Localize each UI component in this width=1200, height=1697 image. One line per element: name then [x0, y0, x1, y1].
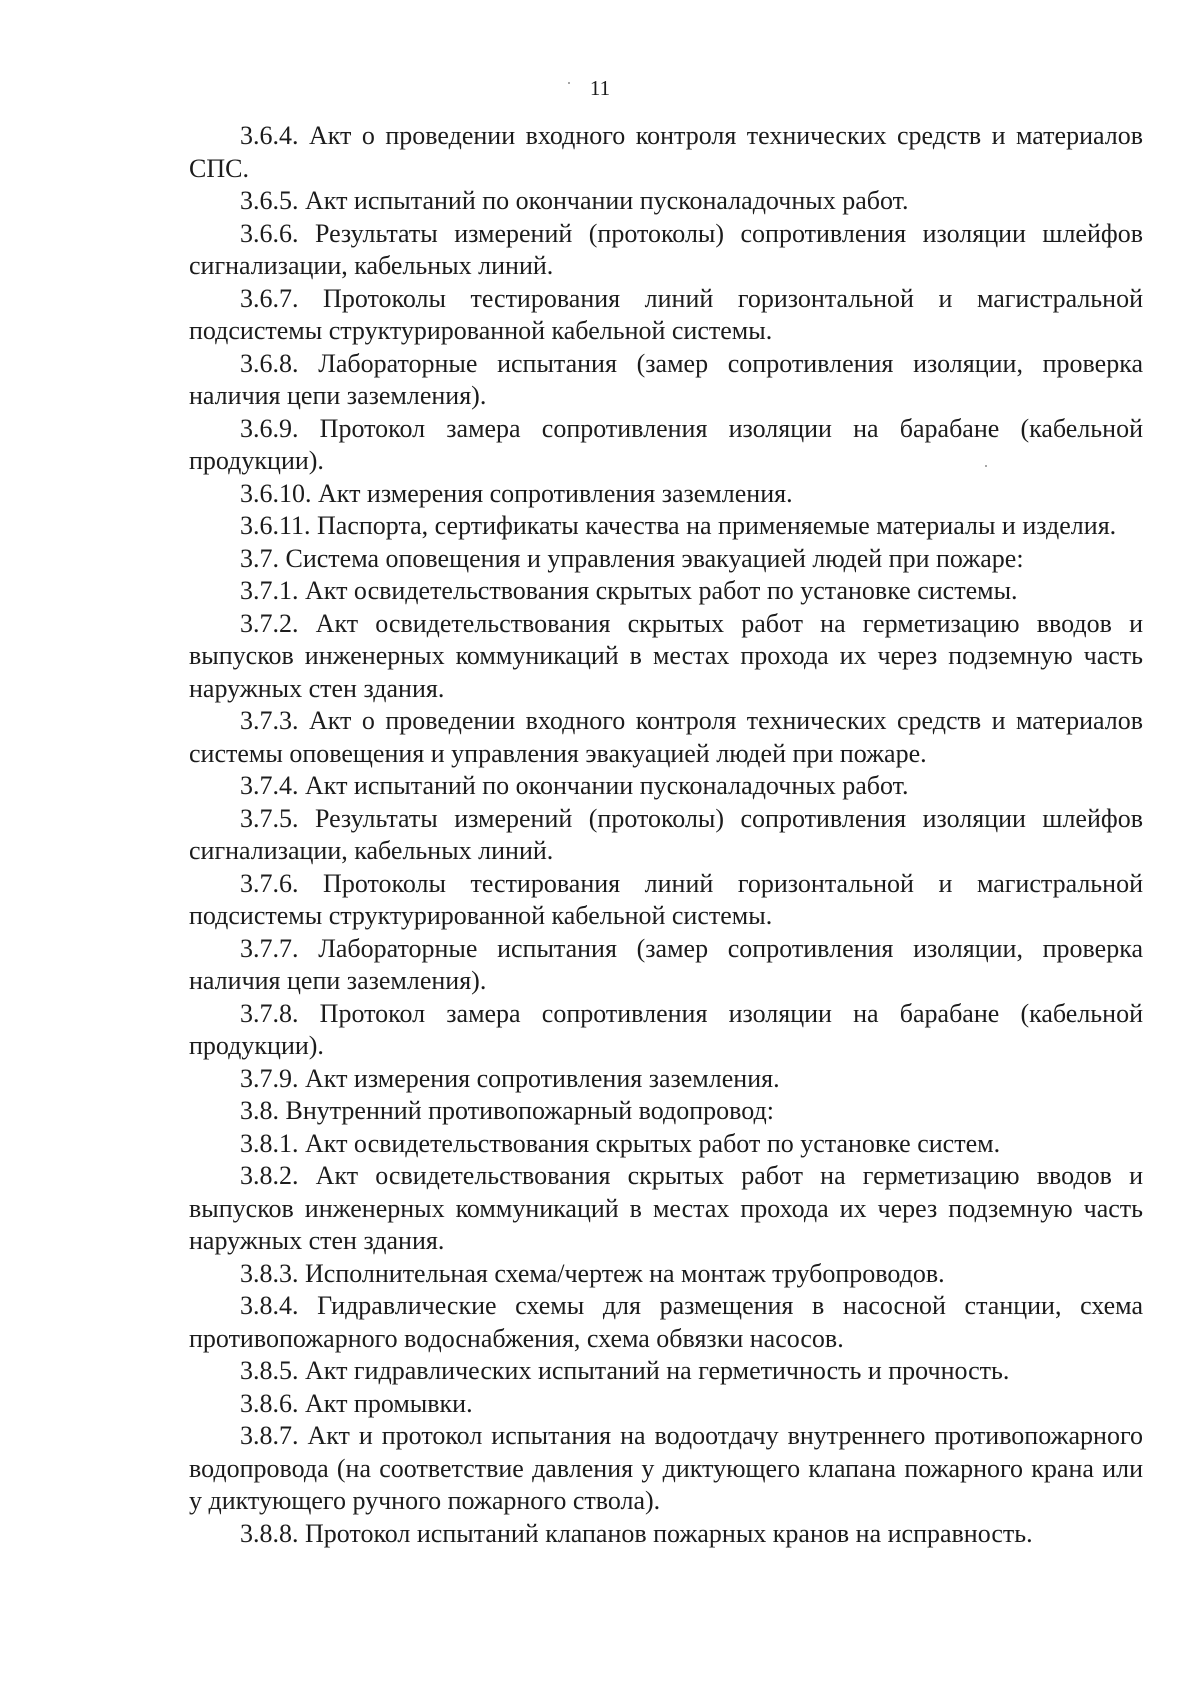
section-heading: 3.7. Система оповещения и управления эвакуацией людей при пожаре:	[240, 543, 1024, 573]
paragraph: 3.6.8. Лабораторные испытания (замер сопротивления изоляции, проверка наличия цепи заземления).	[189, 348, 1143, 410]
paragraph: 3.8.6. Акт промывки.	[240, 1388, 473, 1418]
paragraph: 3.8.5. Акт гидравлических испытаний на герметичность и прочность.	[240, 1356, 1010, 1385]
paragraph: 3.8.3. Исполнительная схема/чертеж на монтаж трубопроводов.	[240, 1258, 945, 1288]
paragraph: 3.7.5. Результаты измерений (протоколы) сопротивления изоляции шлейфов сигнализации, кабельных линий.	[189, 803, 1143, 865]
paragraph: 3.8.8. Протокол испытаний клапанов пожарных кранов на исправность.	[240, 1518, 1033, 1548]
paragraph: 3.6.5. Акт испытаний по окончании пусконаладочных работ.	[240, 186, 909, 215]
paragraph: 3.6.7. Протоколы тестирования линий горизонтальной и магистральной подсистемы структурированной кабельной системы.	[189, 283, 1143, 345]
paragraph: 3.7.3. Акт о проведении входного контроля технических средств и материалов системы оповещения и управления эвакуацией людей при пожаре.	[189, 706, 1143, 768]
page-number: 11	[589, 76, 611, 100]
paragraph: 3.8.4. Гидравлические схемы для размещения в насосной станции, схема противопожарного водоснабжения, схема обвязки насосов.	[189, 1291, 1143, 1353]
document-body	[189, 120, 1143, 1550]
scan-speck	[568, 82, 570, 84]
paragraph: 3.7.1. Акт освидетельствования скрытых работ по установке системы.	[240, 576, 1018, 605]
paragraph: 3.8.1. Акт освидетельствования скрытых работ по установке систем.	[240, 1128, 1001, 1158]
paragraph: 3.6.4. Акт о проведении входного контроля технических средств и материалов СПС.	[189, 121, 1143, 183]
paragraph: 3.7.9. Акт измерения сопротивления заземления.	[240, 1063, 780, 1093]
paragraph: 3.6.11. Паспорта, сертификаты качества на применяемые материалы и изделия.	[240, 511, 1117, 540]
section-heading: 3.8. Внутренний противопожарный водопровод:	[240, 1096, 774, 1125]
paragraph: 3.7.2. Акт освидетельствования скрытых работ на герметизацию вводов и выпусков инженерных коммуникаций в местах прохода их через подземную часть наружных стен здания.	[189, 608, 1143, 703]
paragraph: 3.7.6. Протоколы тестирования линий горизонтальной и магистральной подсистемы структурированной кабельной системы.	[189, 868, 1143, 930]
paragraph: 3.7.7. Лабораторные испытания (замер сопротивления изоляции, проверка наличия цепи заземления).	[189, 933, 1143, 995]
paragraph: 3.6.9. Протокол замера сопротивления изоляции на барабане (кабельной продукции).	[189, 413, 1143, 475]
paragraph: 3.6.10. Акт измерения сопротивления заземления.	[240, 478, 793, 508]
paragraph: 3.8.7. Акт и протокол испытания на водоотдачу внутреннего противопожарного водопровода (на соответствие давления у диктующего клапана пожарного крана или у диктующего ручного пожарного ствола).	[189, 1421, 1143, 1515]
paragraph: 3.7.4. Акт испытаний по окончании пусконаладочных работ.	[240, 771, 909, 800]
paragraph: 3.7.8. Протокол замера сопротивления изоляции на барабане (кабельной продукции).	[189, 998, 1143, 1060]
paragraph: 3.8.2. Акт освидетельствования скрытых работ на герметизацию вводов и выпусков инженерных коммуникаций в местах прохода их через подземную часть наружных стен здания.	[189, 1161, 1143, 1255]
paragraph: 3.6.6. Результаты измерений (протоколы) сопротивления изоляции шлейфов сигнализации, кабельных линий.	[189, 218, 1143, 280]
